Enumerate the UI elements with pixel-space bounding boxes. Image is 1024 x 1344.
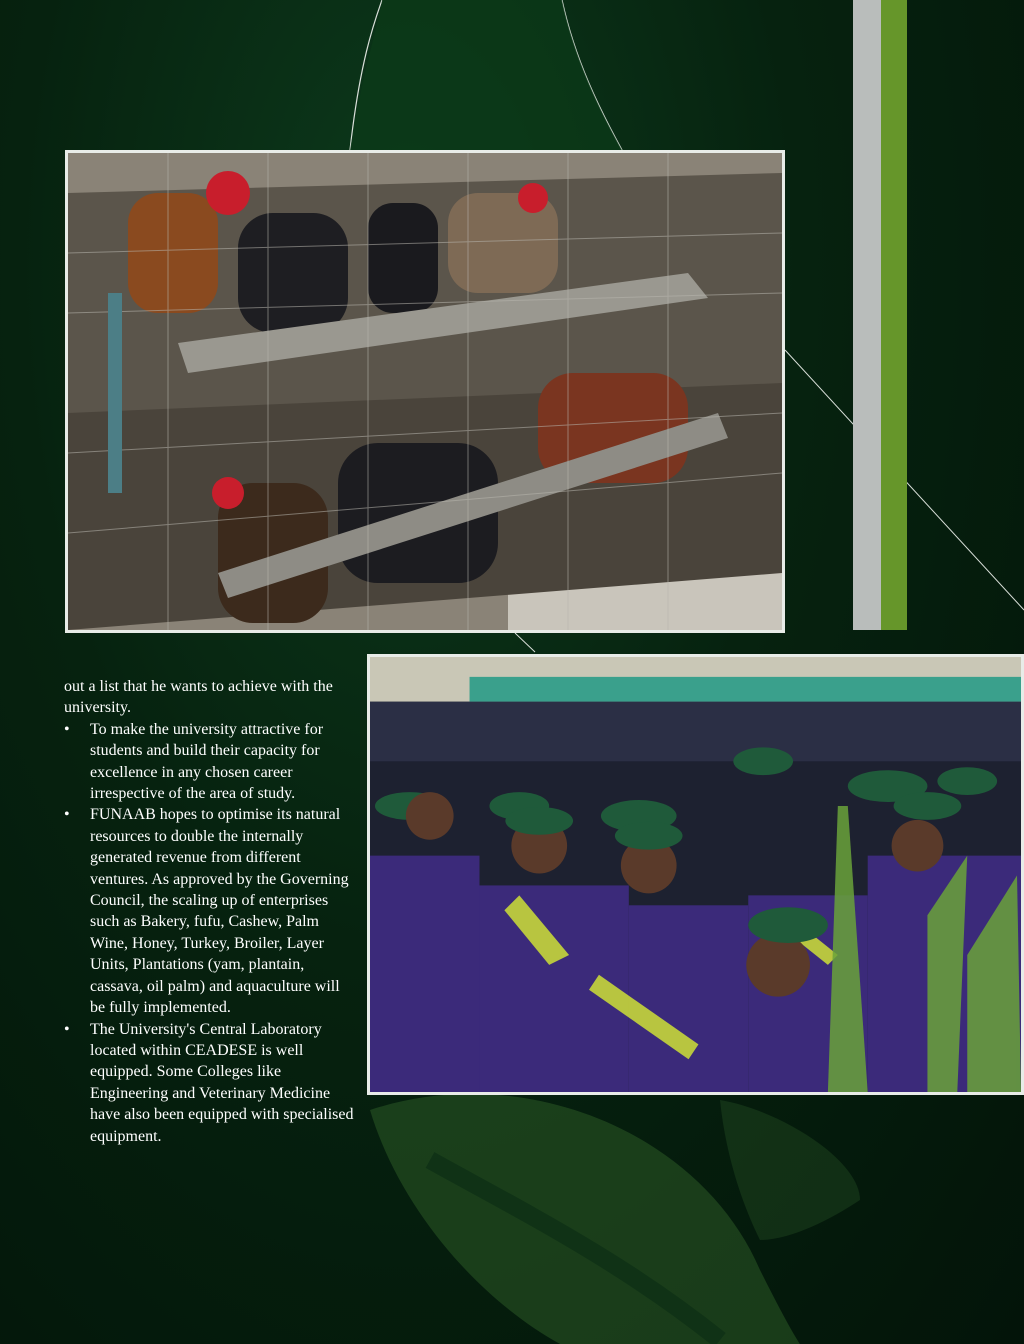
list-item-text: The University's Central Laboratory located within CEADESE is well equipped. Some Colleges like Engineering and Veterinary Medicine have also been equipped with specialised equipment. bbox=[90, 1020, 354, 1145]
body-text-column bbox=[64, 676, 354, 1147]
diagonal-line-small bbox=[515, 633, 535, 652]
list-item bbox=[64, 804, 354, 1018]
poultry-cages-photo bbox=[65, 150, 785, 633]
leaf-watermark-right bbox=[720, 1100, 860, 1240]
list-item-text: To make the university attractive for students and build their capacity for excellence in any chosen career irrespective of the area of study. bbox=[90, 720, 324, 803]
bullet-icon: • bbox=[64, 1020, 70, 1038]
bullet-icon: • bbox=[64, 806, 70, 824]
list-item bbox=[64, 1019, 354, 1147]
accent-bar-gray bbox=[853, 0, 881, 630]
list-item bbox=[64, 719, 354, 805]
list-item-text: FUNAAB hopes to optimise its natural resources to double the internally generated revenue from different ventures. As approved by the Governing Council, the scaling up of enterprises such as Bakery, fufu, Cashew, Palm Wine, Honey, Turkey, Broiler, Layer Units, Plantations (yam, plantain, cassava, oil palm) and aquaculture will be fully implemented. bbox=[90, 806, 349, 1017]
goals-list bbox=[64, 719, 354, 1147]
graduation-ceremony-photo bbox=[367, 654, 1024, 1095]
leaf-shape-top bbox=[350, 0, 622, 150]
bullet-icon: • bbox=[64, 720, 70, 738]
accent-bar-green bbox=[881, 0, 907, 630]
intro-paragraph: out a list that he wants to achieve with the university. bbox=[64, 678, 333, 717]
